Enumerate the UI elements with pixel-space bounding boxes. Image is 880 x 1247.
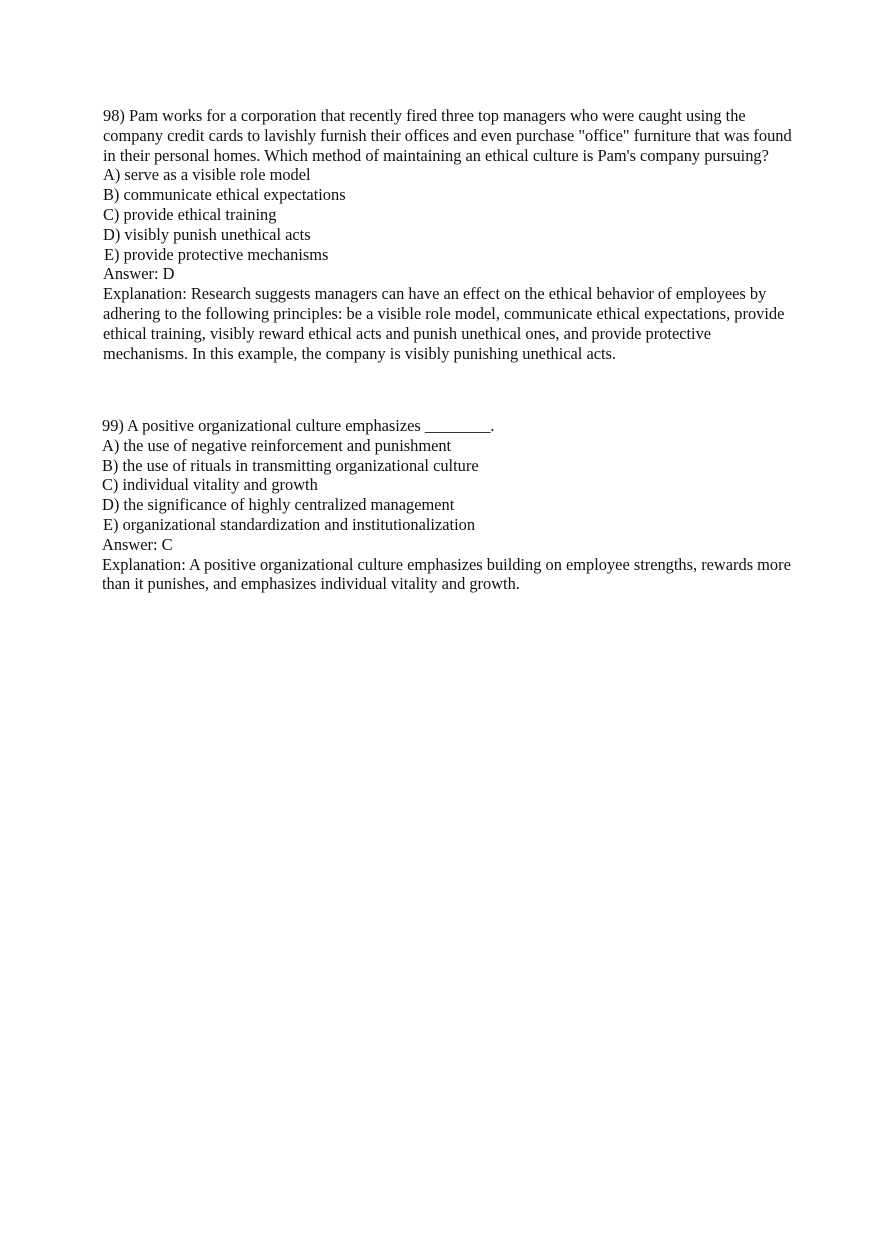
option-c: C) provide ethical training	[103, 204, 277, 224]
option-a: A) serve as a visible role model	[103, 165, 311, 185]
explanation: Explanation: Research suggests managers can have an effect on the ethical behavior of employees by adhering to the following principles: be a visible role model, communicate ethical expectations, provide ethical training, visibly reward ethical acts and punish unethical ones, and provide protective mechanisms. In this example, the company is visibly punishing unethical acts.	[103, 284, 785, 363]
option-d: D) the significance of highly centralized management	[102, 495, 455, 515]
answer: Answer: C	[102, 534, 173, 554]
question-stem: 98) Pam works for a corporation that recently fired three top managers who were caught using the company credit cards to lavishly furnish their offices and even purchase "office" furniture that was found in their personal homes. Which method of maintaining an ethical culture is Pam's company pursuing?	[103, 106, 792, 165]
option-e: E) organizational standardization and institutionalization	[103, 514, 476, 534]
question-99	[102, 416, 792, 594]
question-98	[103, 106, 793, 363]
explanation: Explanation: A positive organizational culture emphasizes building on employee strengths, rewards more than it punishes, and emphasizes individual vitality and growth.	[102, 554, 791, 594]
option-e: E) provide protective mechanisms	[104, 244, 329, 264]
option-a: A) the use of negative reinforcement and punishment	[102, 435, 452, 455]
option-b: B) the use of rituals in transmitting organizational culture	[102, 455, 479, 475]
option-c: C) individual vitality and growth	[102, 475, 318, 495]
option-b: B) communicate ethical expectations	[103, 185, 346, 205]
answer: Answer: D	[103, 264, 175, 284]
question-stem: 99) A positive organizational culture emphasizes ________.	[102, 416, 495, 435]
option-d: D) visibly punish unethical acts	[103, 224, 311, 244]
